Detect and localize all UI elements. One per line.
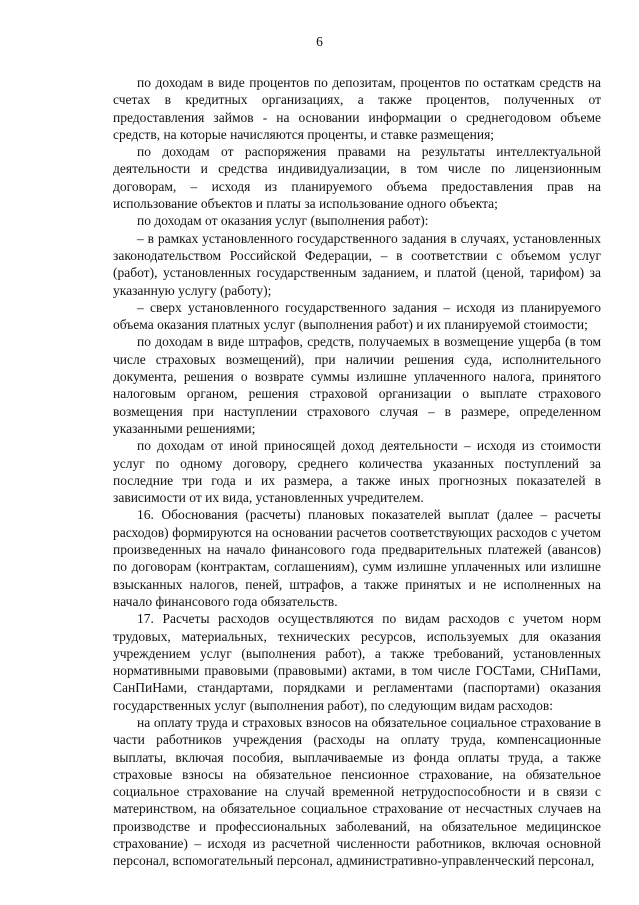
document-body: [113, 74, 601, 870]
paragraph-services-income-heading: по доходам от оказания услуг (выполнения работ):: [137, 213, 429, 229]
paragraph-within-state-assignment: – в рамках установленного государственного задания в случаях, установленных законодательством Российской Федерации, – в соответствии с объемом услуг (работ), установленных государственным заданием, и платой (ценой, тарифом) за указанную услугу (работу);: [113, 230, 601, 298]
paragraph-interest-income: по доходам в виде процентов по депозитам, процентов по остаткам средств на счетах в кредитных организациях, а также процентов, полученных от предоставления займов - на основании информации о среднегодовом объеме средств, на которые начисляются проценты, и ставке размещения;: [113, 75, 601, 142]
paragraph-fines-income: по доходам в виде штрафов, средств, получаемых в возмещение ущерба (в том числе страховых возмещений), при наличии решения суда, исполнительного документа, решения о возврате суммы излишне уплаченного налога, принятого налоговым органом, решения страховой организации о выплате страхового возмещения при наступлении страхового случая – в размере, определенном указанными решениями;: [113, 334, 601, 436]
paragraph-clause-16: 16. Обоснования (расчеты) плановых показателей выплат (далее – расчеты расходов) формируются на основании расчетов соответствующих расходов с учетом произведенных на начало финансового года предварительных платежей (авансов) по договорам (контрактам, соглашениям), сумм излишне уплаченных или излишне взысканных налогов, пеней, штрафов, а также принятых и не исполненных на начало финансового года обязательств.: [113, 507, 601, 609]
paragraph-other-income: по доходам от иной приносящей доход деятельности – исходя из стоимости услуг по одному договору, среднего количества указанных поступлений за последние три года и их размера, а также иных прогнозных показателей в зависимости от их вида, установленных учредителем.: [113, 438, 601, 506]
paragraph-clause-17: 17. Расчеты расходов осуществляются по видам расходов с учетом норм трудовых, материальных, технических ресурсов, используемых для оказания учреждением услуг (выполнения работ), а также требований, установленных нормативными правовыми (правовыми) актами, в том числе ГОСТами, СНиПами, СанПиНами, стандартами, порядками и регламентами (паспортами) оказания государственных услуг (выполнения работ), по следующим видам расходов:: [113, 611, 601, 713]
paragraph-beyond-state-assignment: – сверх установленного государственного задания – исходя из планируемого объема оказания платных услуг (выполнения работ) и их планируемой стоимости;: [113, 299, 601, 333]
paragraph-labor-costs: на оплату труда и страховых взносов на обязательное социальное страхование в части работников учреждения (расходы на оплату труда, компенсационные выплаты, включая пособия, выплачиваемые из фонда оплаты труда, а также страховые взносы на обязательное пенсионное страхование, на обязательное социальное страхование на случай временной нетрудоспособности и в связи с материнством, на обязательное социальное страхование от несчастных случаев на производстве и профессиональных заболеваний, на обязательное медицинское страхование) – исходя из расчетной численности работников, включая основной персонал, вспомогательный персонал, административно-управленческий персонал,: [113, 714, 601, 869]
page-number: 6: [316, 34, 323, 49]
paragraph-intellectual-property-income: по доходам от распоряжения правами на результаты интеллектуальной деятельности и средства индивидуализации, в том числе по лицензионным договорам, – исходя из планируемого объема предоставления прав на использование объектов и платы за использование одного объекта;: [113, 144, 601, 212]
